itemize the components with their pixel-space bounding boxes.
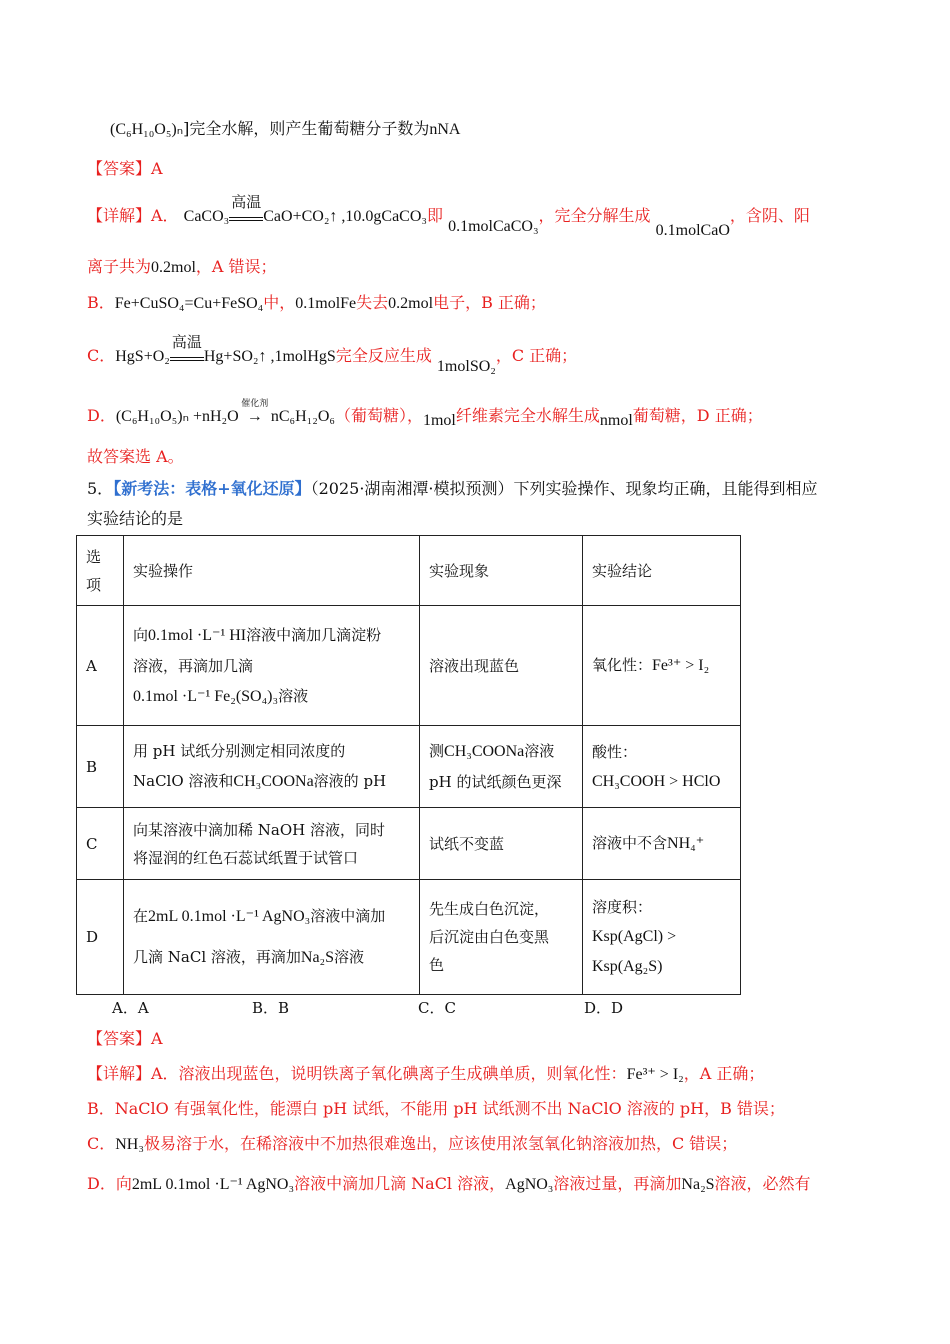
equals-bar bbox=[170, 357, 204, 361]
choice-a[interactable]: A．A bbox=[112, 999, 149, 1017]
header-phenomenon: 实验现象 bbox=[420, 536, 583, 606]
head: C． bbox=[87, 1134, 116, 1153]
formula: 0.1molCaO bbox=[655, 222, 730, 239]
conc-line: Ksp(AgCl) > bbox=[592, 928, 677, 945]
detail-c-line bbox=[87, 333, 578, 375]
cell-phenomenon: 溶液出现蓝色 bbox=[420, 606, 583, 726]
conc-line: Ksp(Ag₂S) bbox=[592, 958, 663, 975]
question-5 bbox=[87, 478, 818, 500]
conclusion: 故答案选 A。 bbox=[87, 447, 184, 466]
formula: 1molSO₂ bbox=[436, 358, 496, 375]
op-line: 将湿润的红色石蕊试纸置于试管口 bbox=[133, 848, 359, 867]
formula: nmol bbox=[599, 412, 633, 429]
catalyst-label: 催化剂 bbox=[241, 398, 269, 408]
formula: CH₃COONa bbox=[444, 743, 525, 760]
text: ，A 错误； bbox=[195, 257, 277, 276]
formula: 0.1mol ·L⁻¹ HI bbox=[148, 626, 247, 644]
detail-a-line2 bbox=[87, 256, 277, 279]
op-line: 溶液，再滴加几滴 bbox=[133, 656, 254, 675]
formula: Fe+CuSO₄=Cu+FeSO₄ bbox=[114, 295, 264, 312]
cell-phenomenon bbox=[420, 880, 583, 995]
op-line bbox=[133, 620, 410, 651]
head: C． bbox=[87, 346, 116, 365]
text: ，C 正确； bbox=[495, 346, 578, 365]
top-line bbox=[110, 118, 460, 141]
op-line: 向某溶液中滴加稀 NaOH 溶液，同时 bbox=[133, 820, 385, 839]
ph-line: 后沉淀由白色变黑 bbox=[429, 928, 550, 946]
detail-d-line bbox=[87, 398, 763, 429]
reaction-left: HgS+O₂ bbox=[115, 348, 170, 365]
formula: NH₄⁺ bbox=[667, 835, 705, 852]
text: 即 bbox=[426, 206, 443, 225]
formula: 2mL 0.1mol ·L⁻¹ AgNO₃ bbox=[148, 908, 311, 925]
ph-line bbox=[429, 736, 573, 767]
text: 中， bbox=[263, 293, 296, 312]
cell-option: A bbox=[77, 606, 124, 726]
condition-sign bbox=[170, 333, 204, 361]
formula: nNA bbox=[429, 121, 461, 138]
formula: 0.1mol ·L⁻¹ Fe₂(SO₄)₃ bbox=[133, 687, 279, 705]
table-header-row bbox=[77, 536, 741, 606]
table-row bbox=[77, 880, 741, 995]
choice-b[interactable]: B．B bbox=[252, 999, 290, 1017]
formula: 0.1molCaCO₃ bbox=[448, 218, 539, 235]
text: 向 bbox=[133, 625, 149, 644]
head: D． bbox=[87, 406, 116, 425]
formula: Na₂S bbox=[681, 1176, 715, 1193]
text: NaClO 溶液和 bbox=[133, 772, 234, 790]
text: ，完全分解生成 bbox=[538, 206, 651, 225]
cell-option: D bbox=[77, 880, 124, 995]
detail-b-line bbox=[87, 292, 546, 315]
cell-phenomenon bbox=[420, 726, 583, 808]
header-option bbox=[77, 536, 124, 606]
cell-option: B bbox=[77, 726, 124, 808]
text: （葡萄糖）， bbox=[334, 406, 423, 425]
formula: Fe³⁺ > I₂ bbox=[626, 1066, 684, 1083]
table-row bbox=[77, 726, 741, 808]
formula: (C₆H₁₀O₅)ₙ bbox=[110, 121, 184, 138]
text: 溶液的 pH bbox=[313, 772, 387, 790]
text: 完全反应生成 bbox=[335, 346, 432, 365]
text: 离子共为 bbox=[87, 257, 152, 276]
table-row bbox=[77, 606, 741, 726]
cell-conclusion bbox=[583, 880, 741, 995]
detail2-b-line: B．NaClO 有强氧化性，能漂白 pH 试纸，不能用 pH 试纸测不出 NaClO 溶液的 pH，B 错误； bbox=[87, 1099, 785, 1118]
ph-line: pH 的试纸颜色更深 bbox=[429, 773, 562, 791]
cell-operation bbox=[124, 808, 420, 880]
reaction-right: nC₆H₁₂O₆ bbox=[270, 408, 335, 425]
cell-option: C bbox=[77, 808, 124, 880]
ph-line: 色 bbox=[429, 956, 445, 974]
formula: NH₃ bbox=[115, 1136, 144, 1153]
op-line bbox=[133, 896, 410, 937]
formula: 0.2mol bbox=[151, 259, 196, 276]
text: ，含阴、阳 bbox=[729, 206, 810, 225]
text: 纤维素完全水解生成 bbox=[455, 406, 600, 425]
formula: 1mol bbox=[422, 412, 456, 429]
reaction-left: CaCO₃ bbox=[183, 208, 230, 225]
detail-head: 【详解】A． bbox=[87, 206, 179, 225]
cell-conclusion bbox=[583, 808, 741, 880]
detail2-d-line bbox=[87, 1173, 811, 1196]
ph-line: 先生成白色沉淀， bbox=[429, 900, 550, 918]
question-number: 5． bbox=[87, 479, 114, 498]
experiment-table bbox=[76, 535, 741, 995]
head: D．向 bbox=[87, 1174, 132, 1193]
cell-conclusion bbox=[583, 606, 741, 726]
detail2-a-line bbox=[87, 1063, 764, 1086]
formula: AgNO₃ bbox=[505, 1176, 554, 1193]
choice-d[interactable]: D．D bbox=[584, 999, 624, 1017]
text: 溶液中滴加几滴淀粉 bbox=[246, 625, 382, 644]
text: 溶液 bbox=[278, 686, 309, 705]
detail2-c-line bbox=[87, 1133, 737, 1156]
question-5-line2: 实验结论的是 bbox=[87, 509, 184, 528]
text: 溶液中滴加几滴 NaCl 溶液， bbox=[294, 1174, 506, 1193]
text: 极易溶于水，在稀溶液中不加热很难逸出，应该使用浓氢氧化钠溶液加热，C 错误； bbox=[143, 1134, 738, 1153]
text: 失去 bbox=[356, 293, 389, 312]
header-text: 选项 bbox=[86, 547, 102, 594]
op-line bbox=[133, 681, 410, 712]
conc-line: 溶度积： bbox=[592, 898, 653, 916]
reaction-right: CaO+CO₂↑ ,10.0gCaCO₃ bbox=[263, 208, 427, 225]
condition-label: 高温 bbox=[231, 193, 262, 211]
text: 氧化性： bbox=[592, 656, 653, 674]
catalyst-arrow bbox=[241, 398, 269, 428]
formula: 0.1molFe bbox=[295, 295, 357, 312]
text: 溶液 bbox=[524, 742, 555, 760]
condition-label: 高温 bbox=[171, 333, 202, 351]
formula: Fe³⁺ > I₂ bbox=[652, 657, 710, 674]
detail-a-line bbox=[87, 193, 810, 239]
formula: Na₂S bbox=[300, 949, 335, 966]
header-conclusion: 实验结论 bbox=[583, 536, 741, 606]
text: 在 bbox=[133, 907, 149, 925]
formula: 0.2mol bbox=[388, 295, 434, 312]
header-operation: 实验操作 bbox=[124, 536, 420, 606]
arrow: → bbox=[246, 408, 263, 425]
op-line bbox=[133, 937, 410, 978]
op-line: 用 pH 试纸分别测定相同浓度的 bbox=[133, 742, 346, 760]
question-source: （2025·湖南湘潭·模拟预测）下列实验操作、现象均正确，且能得到相应 bbox=[310, 479, 818, 498]
text: 测 bbox=[429, 742, 445, 760]
text: 溶液中不含 bbox=[592, 834, 668, 852]
reaction-right: Hg+SO₂↑ ,1molHgS bbox=[203, 348, 336, 365]
answer-label: 【答案】A bbox=[87, 159, 163, 178]
cell-operation bbox=[124, 726, 420, 808]
text: 溶液中滴加 bbox=[310, 907, 386, 925]
text: 溶液 bbox=[334, 948, 365, 966]
text: ]完全水解，则产生葡萄糖分子数为 bbox=[183, 119, 430, 138]
choice-c[interactable]: C．C bbox=[418, 999, 456, 1017]
question-tag: 【新考法：表格+氧化还原】 bbox=[113, 479, 311, 498]
reaction-left: (C₆H₁₀O₅)ₙ +nH₂O bbox=[115, 408, 239, 425]
op-line bbox=[133, 766, 410, 797]
head: B． bbox=[87, 293, 115, 312]
conc-line: CH₃COOH > HClO bbox=[592, 772, 721, 790]
text: 【详解】A．溶液出现蓝色，说明铁离子氧化碘离子生成碘单质，则氧化性： bbox=[87, 1064, 627, 1083]
text: 电子，B 正确； bbox=[433, 293, 546, 312]
conc-line: 酸性： bbox=[592, 742, 638, 761]
equals-bar bbox=[229, 217, 263, 221]
text: 几滴 NaCl 溶液，再滴加 bbox=[133, 948, 301, 966]
text: 葡萄糖，D 正确； bbox=[632, 406, 763, 425]
formula: CH₃COONa bbox=[233, 773, 314, 790]
text: 溶液过量，再滴加 bbox=[553, 1174, 682, 1193]
cell-phenomenon: 试纸不变蓝 bbox=[420, 808, 583, 880]
cell-conclusion bbox=[583, 726, 741, 808]
cell-operation bbox=[124, 606, 420, 726]
condition-sign bbox=[229, 193, 263, 221]
cell-operation bbox=[124, 880, 420, 995]
formula: 2mL 0.1mol ·L⁻¹ AgNO₃ bbox=[131, 1176, 295, 1193]
text: 溶液，必然有 bbox=[714, 1174, 811, 1193]
text: ，A 正确； bbox=[683, 1064, 765, 1083]
table-row bbox=[77, 808, 741, 880]
answer-label-2: 【答案】A bbox=[87, 1029, 163, 1048]
